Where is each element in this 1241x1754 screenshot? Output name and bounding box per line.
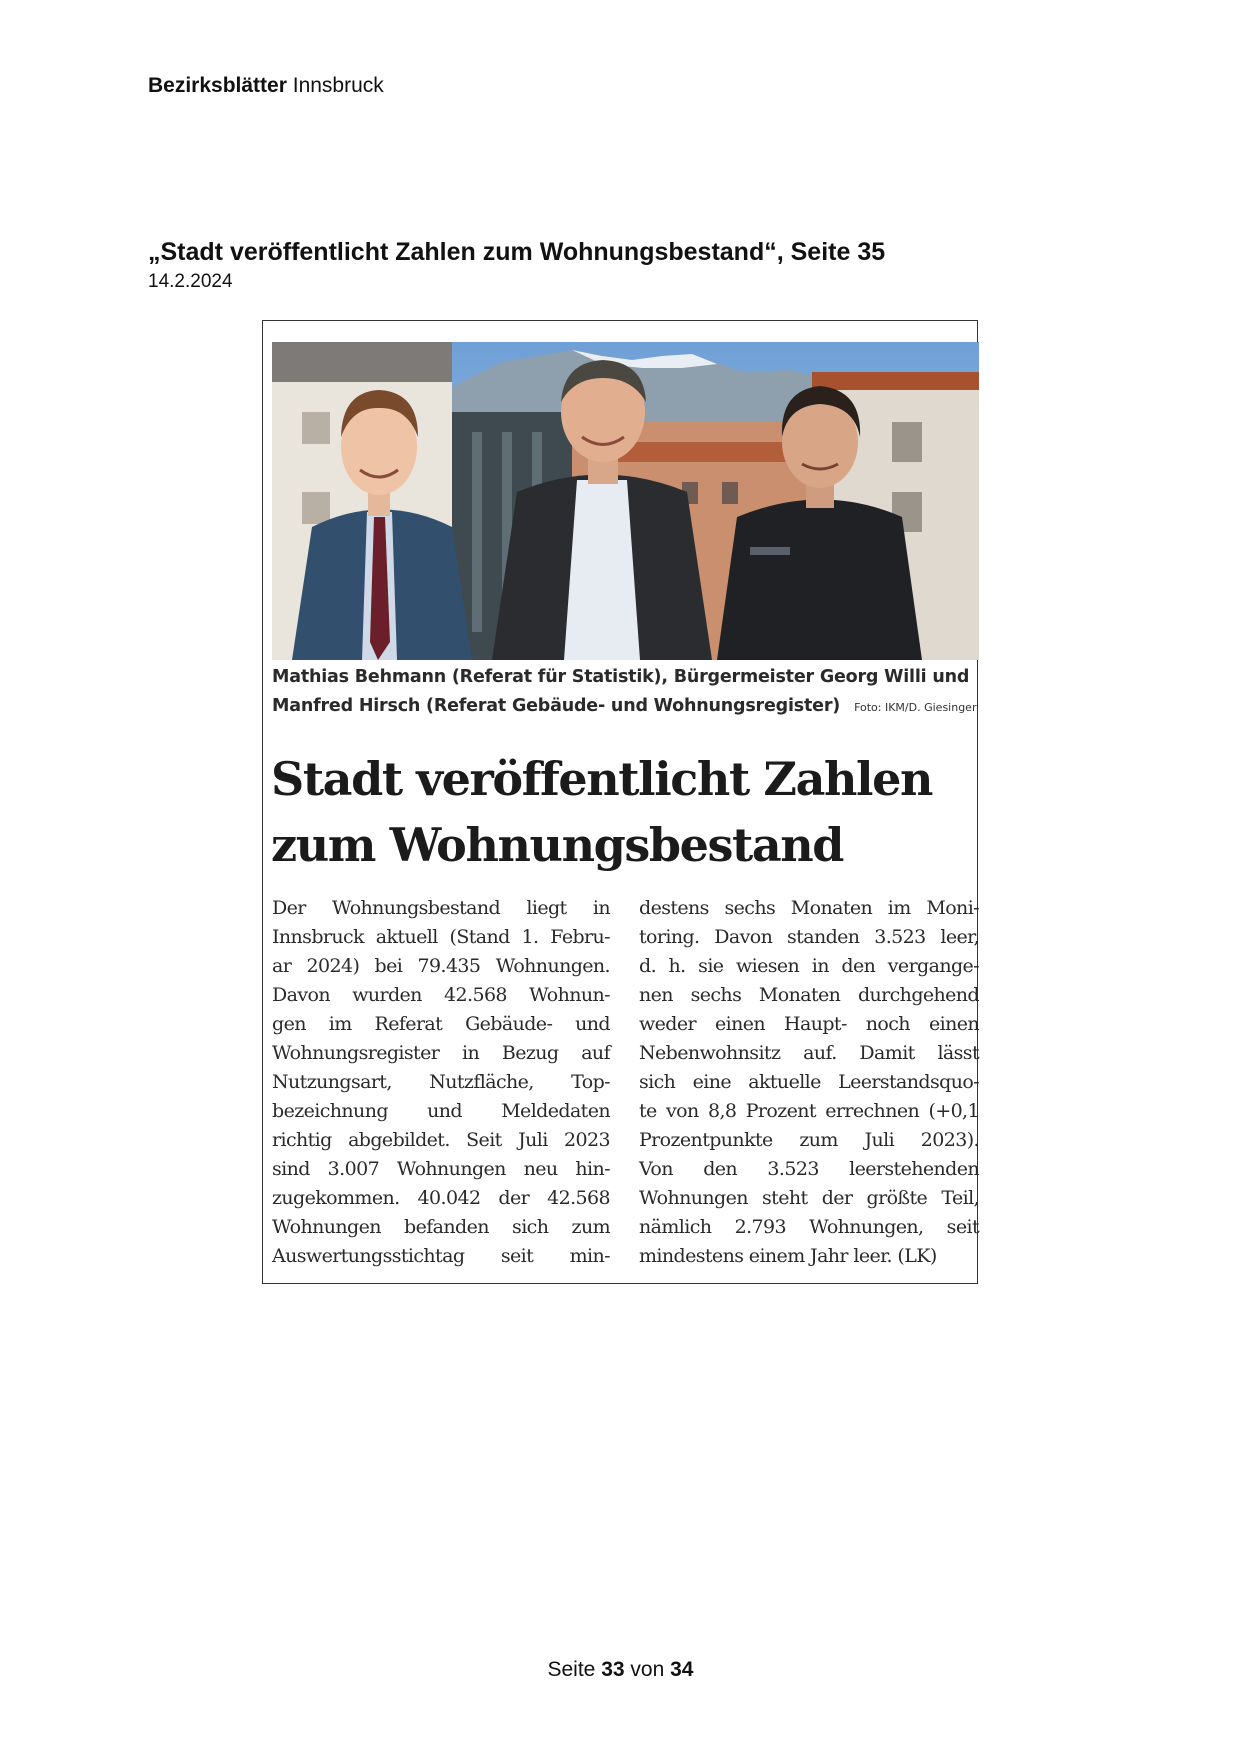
article-column-right — [639, 894, 979, 1271]
text-line: weder einen Haupt- noch einen — [639, 1013, 979, 1035]
text-line: sich eine aktuelle Leerstandsquo- — [639, 1071, 979, 1093]
text-line: Innsbruck aktuell (Stand 1. Febru- — [272, 926, 610, 948]
caption-line-with-credit — [272, 692, 976, 722]
text-line: nen sechs Monaten durchgehend — [639, 984, 979, 1006]
text-line: te von 8,8 Prozent errechnen (+0,1 — [639, 1100, 979, 1122]
current-page-number: 33 — [601, 1658, 625, 1681]
total-page-number: 34 — [670, 1658, 694, 1681]
headline-line: zum Wohnungsbestand — [271, 818, 844, 872]
article-reference-title: „Stadt veröffentlicht Zahlen zum Wohnungsbestand“, Seite 35 — [148, 238, 886, 266]
text-line: bezeichnung und Meldedaten — [272, 1100, 610, 1122]
text-line: Auswertungsstichtag seit min- — [272, 1245, 610, 1267]
text-line: ar 2024) bei 79.435 Wohnungen. — [272, 955, 610, 977]
text-line: sind 3.007 Wohnungen neu hin- — [272, 1158, 610, 1180]
publication-region: Innsbruck — [292, 74, 384, 97]
text-line: Wohnungen befanden sich zum — [272, 1216, 610, 1238]
text-line: toring. Davon standen 3.523 leer, — [639, 926, 979, 948]
text-line: nämlich 2.793 Wohnungen, seit — [639, 1216, 979, 1238]
text-line: gen im Referat Gebäude- und — [272, 1013, 610, 1035]
text-line: Nebenwohnsitz auf. Damit lässt — [639, 1042, 979, 1064]
headline-line: Stadt veröffentlicht Zahlen — [271, 752, 933, 806]
text-line: d. h. sie wiesen in den vergange- — [639, 955, 979, 977]
text-line: Von den 3.523 leerstehenden — [639, 1158, 979, 1180]
text-line: Nutzungsart, Nutzfläche, Top- — [272, 1071, 610, 1093]
text-line: destens sechs Monaten im Moni- — [639, 897, 979, 919]
group-photo-image — [272, 342, 979, 660]
caption-line: Manfred Hirsch (Referat Gebäude- und Wohnungsregister) — [272, 696, 841, 716]
article-column-left — [272, 894, 610, 1271]
text-line: mindestens einem Jahr leer. (LK) — [639, 1245, 937, 1267]
text-line: zugekommen. 40.042 der 42.568 — [272, 1187, 610, 1209]
text-line: Prozentpunkte zum Juli 2023). — [639, 1129, 979, 1151]
article-reference-date: 14.2.2024 — [148, 271, 233, 292]
article-headline — [271, 746, 979, 878]
page-number-footer — [0, 1656, 1241, 1684]
page-label: Seite — [547, 1658, 596, 1681]
caption-line: Mathias Behmann (Referat für Statistik), Bürgermeister Georg Willi und — [272, 667, 970, 687]
page-separator: von — [630, 1658, 665, 1681]
text-line: Davon wurden 42.568 Wohnun- — [272, 984, 610, 1006]
publication-name: Bezirksblätter — [148, 74, 287, 97]
publication-header — [148, 72, 384, 100]
text-line: Wohnungen steht der größte Teil, — [639, 1187, 979, 1209]
text-line: richtig abgebildet. Seit Juli 2023 — [272, 1129, 610, 1151]
newspaper-clipping — [262, 320, 978, 1284]
text-line: Der Wohnungsbestand liegt in — [272, 897, 610, 919]
photo-credit: Foto: IKM/D. Giesinger — [854, 701, 977, 714]
photo-caption — [272, 663, 976, 722]
text-line: Wohnungsregister in Bezug auf — [272, 1042, 610, 1064]
